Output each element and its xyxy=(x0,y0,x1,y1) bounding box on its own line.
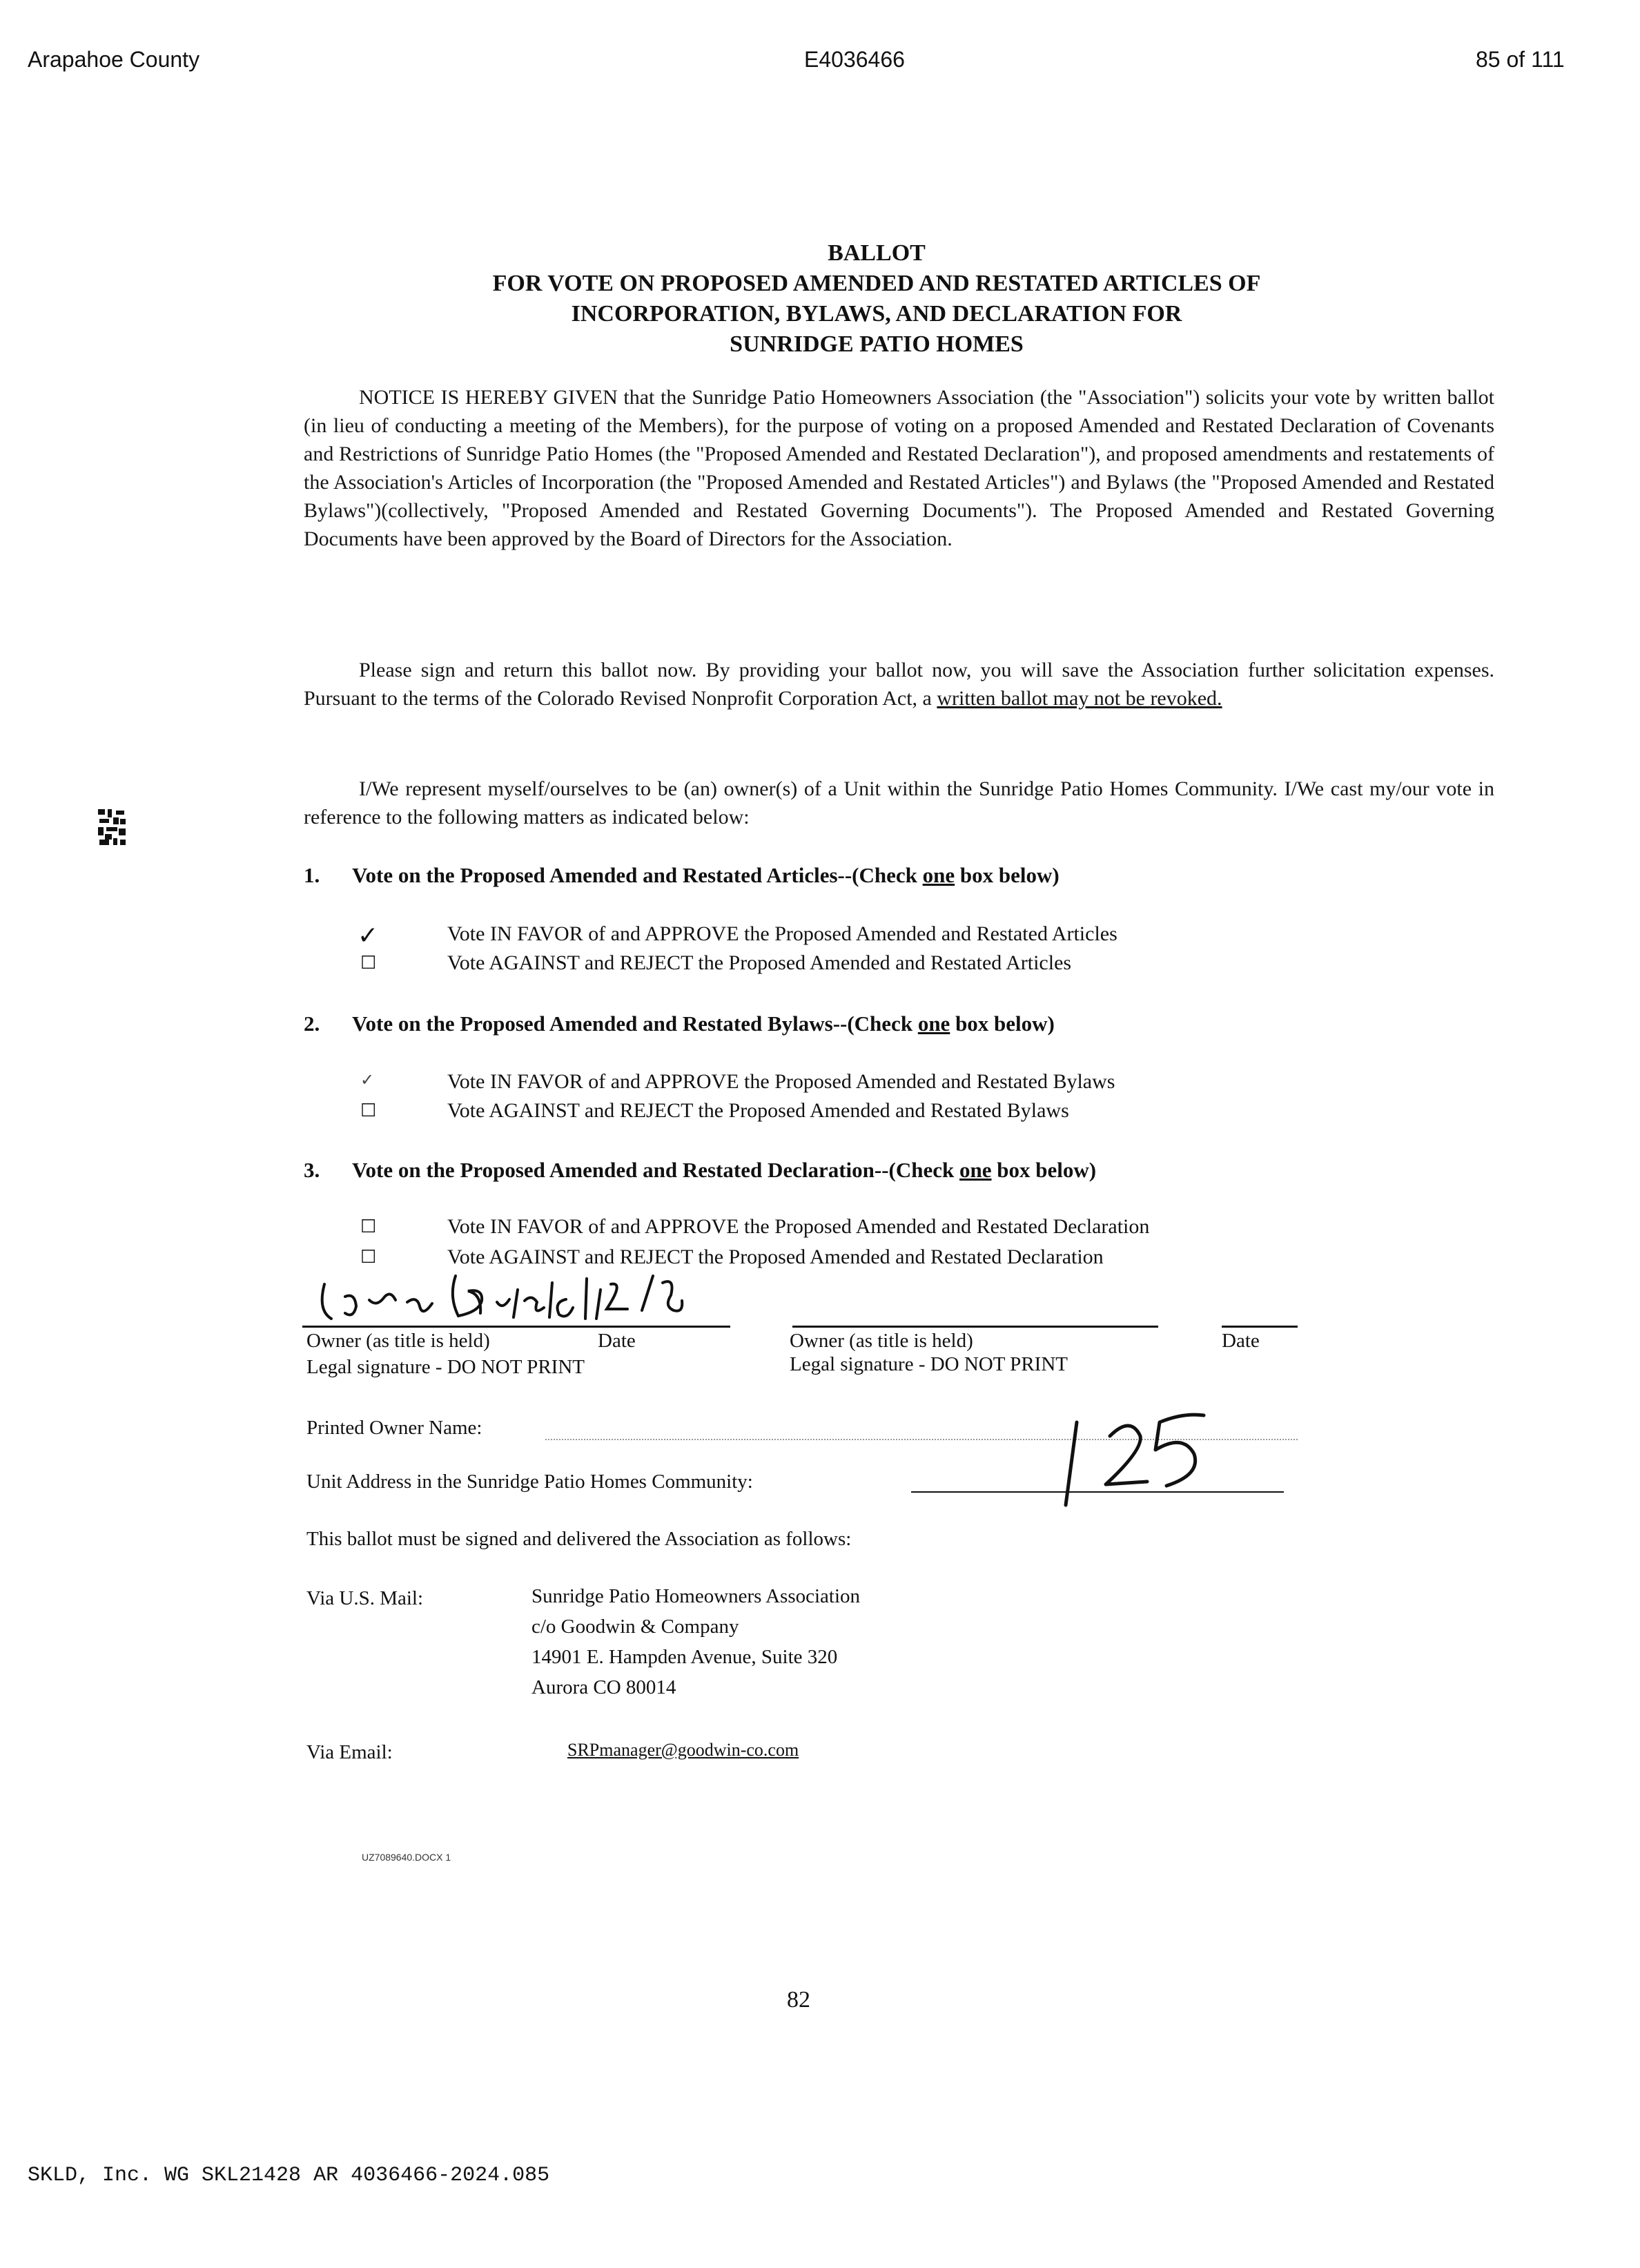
notice-text: NOTICE IS HEREBY GIVEN that the Sunridge Patio Homeowners Association (the "Association") solicits your vote by written ballot (in lieu of conducting a meeting of the Members), for the purpose of voting on a proposed Amended and Restated Declaration of Covenants and Restrictions of Sunridge Patio Homes (the "Proposed Amended and Restated Declaration"), and proposed amendments and restatements of the Association's Articles of Incorporation (the "Proposed Amended and Restated Articles") and Bylaws (the "Proposed Amended and Restated Bylaws")(collectively, "Proposed Amended and Restated Governing Documents"). The Proposed Amended and Restated Governing Documents have been approved by the Board of Directors for the Association. xyxy=(304,386,1494,550)
legal-signature-note-2: Legal signature - DO NOT PRINT xyxy=(790,1353,1068,1375)
ballot-subtitle-2: INCORPORATION, BYLAWS, AND DECLARATION FOR xyxy=(571,301,1182,327)
document-number: E4036466 xyxy=(804,47,905,72)
mail-address-line-4: Aurora CO 80014 xyxy=(531,1676,676,1698)
date-1-label: Date xyxy=(598,1330,636,1352)
mail-address-line-1: Sunridge Patio Homeowners Association xyxy=(531,1585,861,1607)
q1-against-checkbox[interactable]: ☐ xyxy=(360,953,377,973)
delivery-instructions: This ballot must be signed and delivered the Association as follows: xyxy=(306,1528,852,1550)
owner-2-signature-line xyxy=(792,1326,1158,1328)
document-code: UZ7089640.DOCX 1 xyxy=(362,1852,451,1863)
q3-against-checkbox[interactable]: ☐ xyxy=(360,1247,377,1267)
page-count: 85 of 111 xyxy=(1476,47,1565,72)
owner-1-signature-line xyxy=(302,1326,730,1328)
page-number: 82 xyxy=(787,1987,810,2013)
county-label: Arapahoe County xyxy=(28,47,200,72)
q3-favor-option: Vote IN FAVOR of and APPROVE the Proposed Amended and Restated Declaration xyxy=(447,1215,1150,1238)
legal-signature-note-1: Legal signature - DO NOT PRINT xyxy=(306,1356,585,1378)
mail-address-line-3: 14901 E. Hampden Avenue, Suite 320 xyxy=(531,1646,838,1668)
q3-favor-checkbox[interactable]: ☐ xyxy=(360,1217,377,1237)
question-number: 3. xyxy=(304,1158,320,1182)
please-text: Please sign and return this ballot now. By providing your ballot now, you will save the Association further solicitation expenses. Pursuant to the terms of the Colorado Revised Nonprofit Corporation Act, a xyxy=(304,659,1494,710)
q1-favor-checkbox[interactable]: ✓ xyxy=(358,922,379,949)
representation-text: I/We represent myself/ourselves to be (an) owner(s) of a Unit within the Sunridge Patio Homes Community. I/We cast my/our vote in reference to the following matters as indicated below: xyxy=(304,777,1494,828)
question-3-heading: 3. Vote on the Proposed Amended and Restated Declaration--(Check one box below) xyxy=(304,1158,1097,1182)
mail-address-line-2: c/o Goodwin & Company xyxy=(531,1616,739,1638)
ballot-title: BALLOT xyxy=(828,240,926,266)
handwritten-unit-number xyxy=(1056,1395,1236,1512)
question-1-heading: 1. Vote on the Proposed Amended and Restated Articles--(Check one box below) xyxy=(304,863,1060,887)
unit-address-label: Unit Address in the Sunridge Patio Homes Community: xyxy=(306,1471,753,1493)
please-paragraph xyxy=(304,656,1494,713)
q2-favor-option: Vote IN FAVOR of and APPROVE the Proposed Amended and Restated Bylaws xyxy=(447,1070,1115,1093)
ballot-subtitle-1: FOR VOTE ON PROPOSED AMENDED AND RESTATED ARTICLES OF xyxy=(492,271,1261,296)
date-2-line xyxy=(1222,1326,1298,1328)
question-number: 1. xyxy=(304,863,320,887)
q2-against-checkbox[interactable]: ☐ xyxy=(360,1101,377,1121)
printed-owner-name-label: Printed Owner Name: xyxy=(306,1417,482,1439)
date-2-label: Date xyxy=(1222,1330,1260,1352)
question-2-heading: 2. Vote on the Proposed Amended and Restated Bylaws--(Check one box below) xyxy=(304,1011,1055,1036)
representation-paragraph xyxy=(304,775,1494,831)
q2-favor-checkbox[interactable]: ✓ xyxy=(360,1072,375,1089)
handwritten-signature xyxy=(304,1269,759,1331)
question-number: 2. xyxy=(304,1011,320,1036)
ballot-subtitle-3: SUNRIDGE PATIO HOMES xyxy=(730,331,1024,357)
mail-label: Via U.S. Mail: xyxy=(306,1587,424,1609)
recording-footer: SKLD, Inc. WG SKL21428 AR 4036466-2024.085 xyxy=(28,2164,550,2187)
notice-paragraph xyxy=(304,383,1494,553)
owner-1-label: Owner (as title is held) xyxy=(306,1330,490,1352)
q2-against-option: Vote AGAINST and REJECT the Proposed Amended and Restated Bylaws xyxy=(447,1099,1069,1122)
email-link[interactable]: SRPmanager@goodwin-co.com xyxy=(567,1740,799,1760)
email-label: Via Email: xyxy=(306,1741,393,1763)
owner-2-label: Owner (as title is held) xyxy=(790,1330,973,1352)
q1-against-option: Vote AGAINST and REJECT the Proposed Amended and Restated Articles xyxy=(447,951,1072,974)
q1-favor-option: Vote IN FAVOR of and APPROVE the Proposed Amended and Restated Articles xyxy=(447,922,1117,945)
revocation-notice: written ballot may not be revoked. xyxy=(937,687,1222,710)
q3-against-option: Vote AGAINST and REJECT the Proposed Amended and Restated Declaration xyxy=(447,1246,1104,1268)
barcode-icon xyxy=(97,808,127,846)
